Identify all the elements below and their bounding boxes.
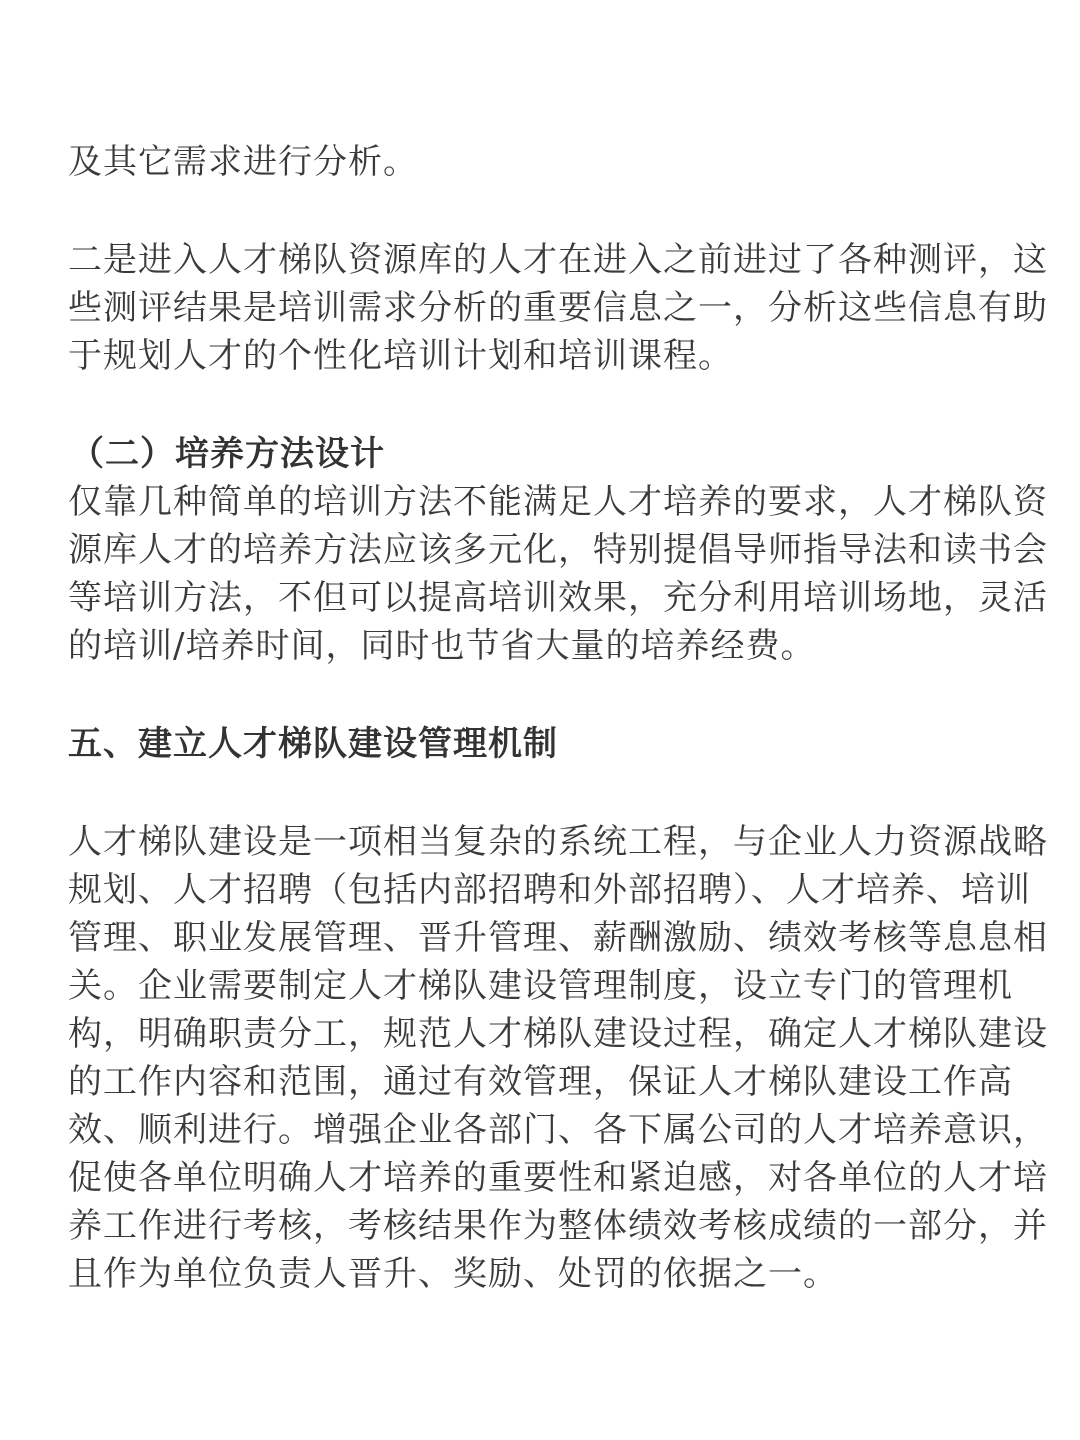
section-heading: 五、建立人才梯队建设管理机制	[68, 724, 558, 764]
para-mechanism-line: 且作为单位负责人晋升、奖励、处罚的依据之一。	[68, 1254, 838, 1294]
para-methods-line: 仅靠几种简单的培训方法不能满足人才培养的要求，人才梯队资	[68, 482, 1048, 522]
para-mechanism-line: 构，明确职责分工，规范人才梯队建设过程，确定人才梯队建设	[68, 1014, 1048, 1054]
para-mechanism-line: 关。企业需要制定人才梯队建设管理制度，设立专门的管理机	[68, 966, 1013, 1006]
para-two-line: 二是进入人才梯队资源库的人才在进入之前进过了各种测评，这	[68, 240, 1048, 280]
para-mechanism-line: 促使各单位明确人才培养的重要性和紧迫感，对各单位的人才培	[68, 1158, 1048, 1198]
para-methods-line: 源库人才的培养方法应该多元化，特别提倡导师指导法和读书会	[68, 530, 1048, 570]
para-mechanism-line: 养工作进行考核，考核结果作为整体绩效考核成绩的一部分，并	[68, 1206, 1048, 1246]
para-methods-line: 的培训/培养时间，同时也节省大量的培养经费。	[68, 626, 816, 666]
para-mechanism-line: 人才梯队建设是一项相当复杂的系统工程，与企业人力资源战略	[68, 822, 1048, 862]
sub-heading: （二）培养方法设计	[70, 434, 385, 474]
intro-tail-text: 及其它需求进行分析。	[68, 142, 418, 182]
para-mechanism-line: 规划、人才招聘（包括内部招聘和外部招聘）、人才培养、培训	[68, 870, 1031, 910]
para-mechanism-line: 效、顺利进行。增强企业各部门、各下属公司的人才培养意识，	[68, 1110, 1048, 1150]
para-mechanism-line: 的工作内容和范围，通过有效管理，保证人才梯队建设工作高	[68, 1062, 1013, 1102]
para-two-line: 些测评结果是培训需求分析的重要信息之一，分析这些信息有助	[68, 288, 1048, 328]
para-mechanism-line: 管理、职业发展管理、晋升管理、薪酬激励、绩效考核等息息相	[68, 918, 1048, 958]
para-methods-line: 等培训方法，不但可以提高培训效果，充分利用培训场地，灵活	[68, 578, 1048, 618]
para-two-line: 于规划人才的个性化培训计划和培训课程。	[68, 336, 733, 376]
